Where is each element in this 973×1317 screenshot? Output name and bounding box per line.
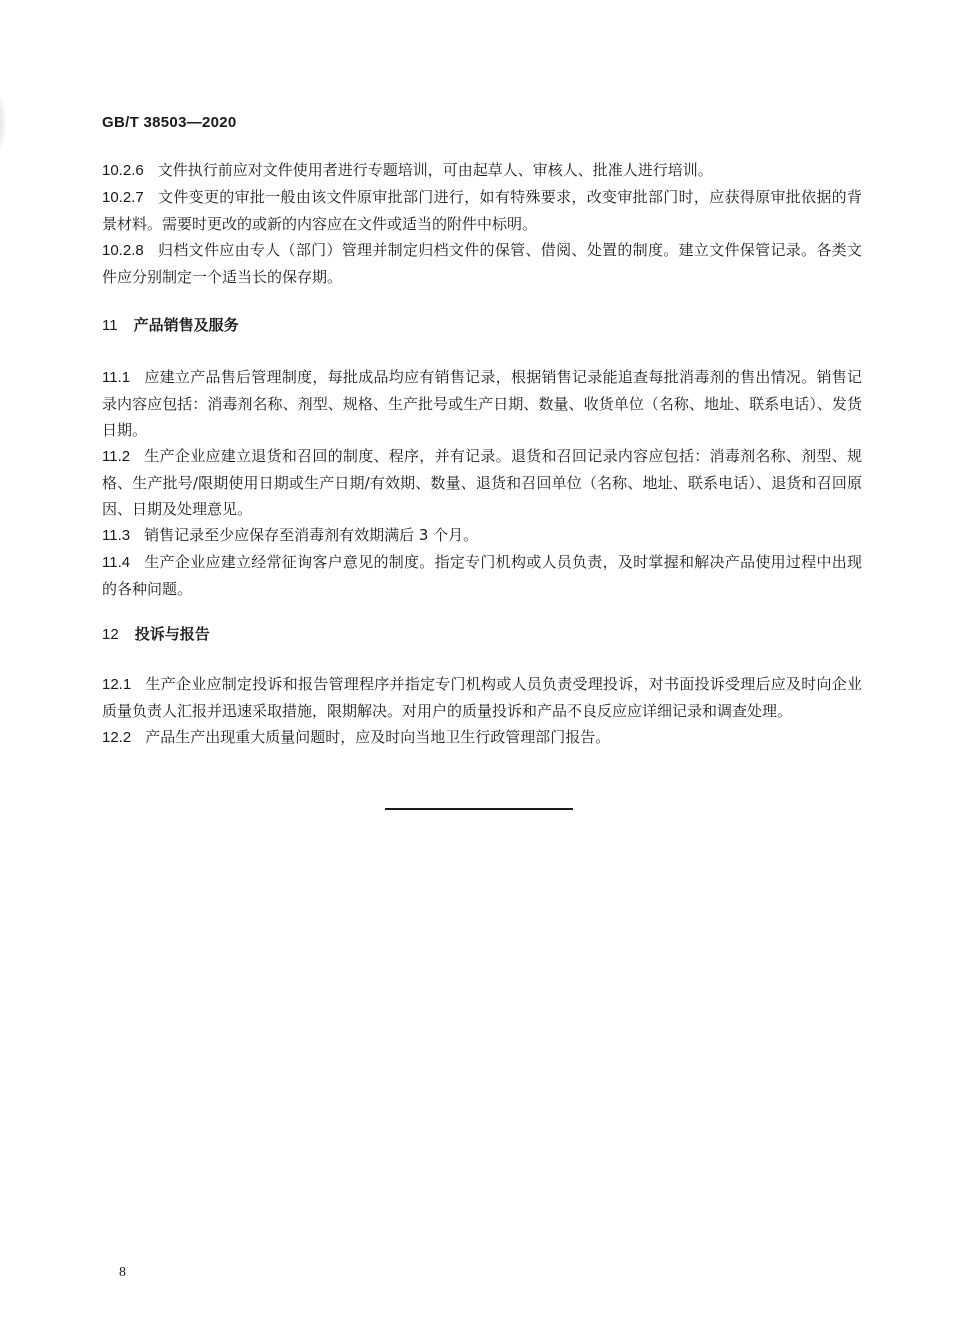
clause-text: 生产企业应建立经常征询客户意见的制度。指定专门机构或人员负责，及时掌握和解决产品使用过程中出现的各种问题。 [102,553,862,598]
section-11-heading [102,312,239,339]
section-12-heading [102,621,210,648]
clause-number: 11.4 [102,554,131,571]
section-number: 11 [102,317,118,334]
clause-11-1 [102,364,862,443]
clause-10-2-8 [102,237,862,290]
clause-number: 12.2 [102,729,132,746]
clause-text: 文件执行前应对文件使用者进行专题培训，可由起草人、审核人、批准人进行培训。 [157,161,713,179]
clause-text: 生产企业应建立退货和召回的制度、程序，并有记录。退货和召回记录内容应包括：消毒剂名称、剂型、规格、生产批号/限期使用日期或生产日期/有效期、数量、退货和召回单位（名称、地址、联系电话）、退货和召回原因、日期及处理意见。 [102,447,862,518]
clause-12-2 [102,724,862,751]
section-11-clauses [102,364,862,602]
clause-text: 应建立产品售后管理制度，每批成品均应有销售记录，根据销售记录能追查每批消毒剂的售出情况。销售记录内容应包括：消毒剂名称、剂型、规格、生产批号或生产日期、数量、收货单位（名称、地址、联系电话）、发货日期。 [102,368,862,439]
clause-10-2-7 [102,184,862,237]
clause-text: 销售记录至少应保存至消毒剂有效期满后 3 个月。 [144,526,479,544]
section-10-clauses [102,157,862,290]
clause-text: 文件变更的审批一般由该文件原审批部门进行，如有特殊要求，改变审批部门时，应获得原审批依据的背景材料。需要时更改的或新的内容应在文件或适当的附件中标明。 [102,188,862,233]
section-number: 12 [102,626,119,643]
clause-text: 产品生产出现重大质量问题时，应及时向当地卫生行政管理部门报告。 [145,728,611,746]
clause-number: 11.3 [102,527,131,544]
clause-number: 10.2.6 [102,162,144,179]
clause-number: 11.1 [102,369,131,386]
page-number: 8 [119,1265,126,1280]
clause-11-2 [102,443,862,522]
section-title: 产品销售及服务 [133,316,239,334]
clause-11-3 [102,522,862,549]
clause-text: 归档文件应由专人（部门）管理并制定归档文件的保管、借阅、处置的制度。建立文件保管记录。各类文件应分别制定一个适当长的保存期。 [102,241,862,286]
clause-number: 10.2.7 [102,189,144,206]
clause-number: 12.1 [102,676,132,693]
clause-number: 11.2 [102,448,131,465]
clause-text: 生产企业应制定投诉和报告管理程序并指定专门机构或人员负责受理投诉，对书面投诉受理后应及时向企业质量负责人汇报并迅速采取措施，限期解决。对用户的质量投诉和产品不良反应应详细记录和调查处理。 [102,675,862,720]
clause-number: 10.2.8 [102,242,144,259]
page-edge-shadow [0,88,6,158]
section-12-clauses [102,671,862,751]
standard-number-header: GB/T 38503—2020 [102,114,237,131]
section-title: 投诉与报告 [134,625,210,643]
clause-11-4 [102,549,862,602]
clause-12-1 [102,671,862,724]
end-of-standard-rule [385,808,573,810]
clause-10-2-6 [102,157,862,184]
